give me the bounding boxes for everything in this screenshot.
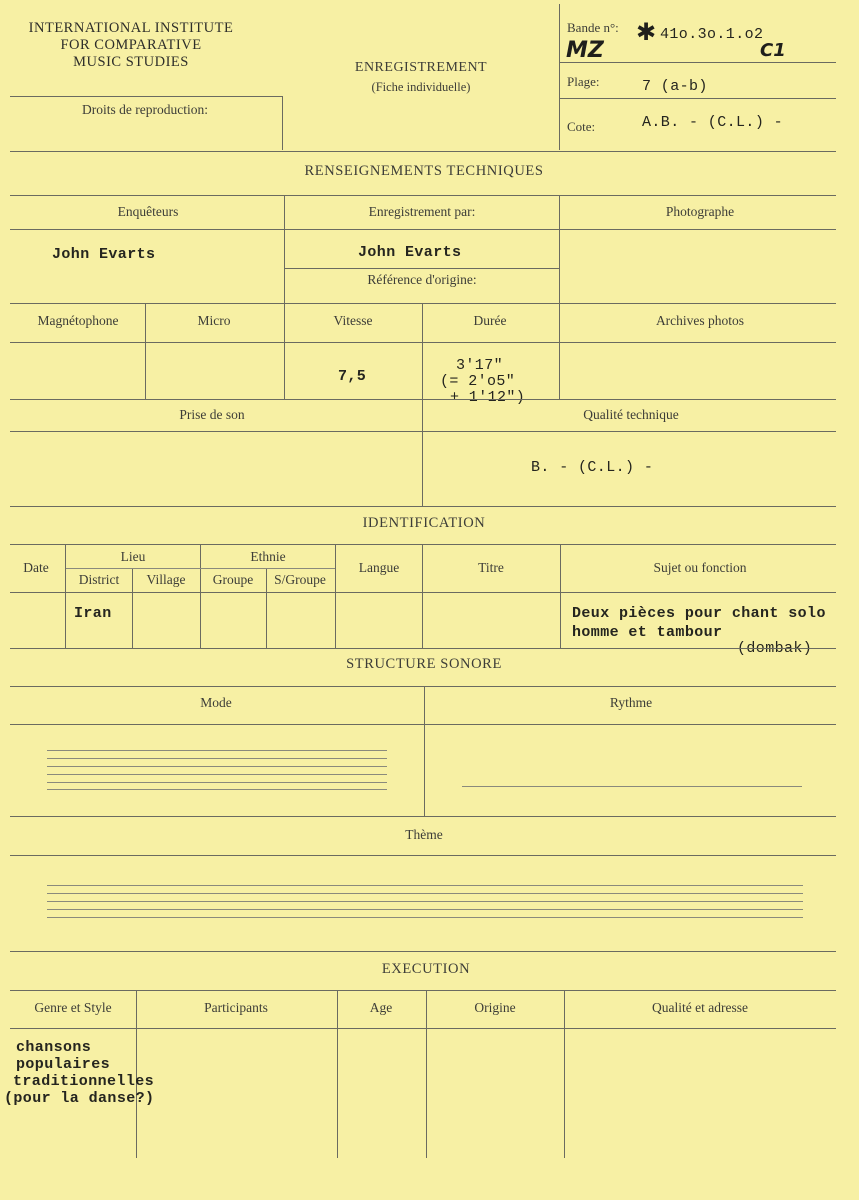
execution-section-title: EXECUTION	[381, 961, 471, 977]
header-right-divider	[559, 4, 560, 150]
rule-195	[10, 195, 836, 196]
sujet-line-3: (dombak)	[737, 640, 813, 657]
droits-right-line	[282, 96, 283, 150]
rule-648	[10, 648, 836, 649]
qualite-technique-value: B. - (C.L.) -	[531, 459, 654, 476]
asterisk-mark: ✱	[636, 18, 657, 46]
vitesse-label: Vitesse	[333, 313, 373, 328]
handwritten-mz: MZ	[566, 38, 604, 63]
rule-951	[10, 951, 836, 952]
institute-line-3: MUSIC STUDIES	[73, 54, 189, 70]
structure-section-title: STRUCTURE SONORE	[346, 656, 502, 672]
magnetophone-label: Magnétophone	[37, 313, 119, 328]
institute-line-1: INTERNATIONAL INSTITUTE	[28, 20, 234, 36]
droits-label: Droits de reproduction:	[82, 102, 208, 117]
mode-staff-line-4	[47, 774, 387, 775]
rule-342	[10, 342, 836, 343]
theme-staff-line-2	[47, 893, 803, 894]
village-label: Village	[146, 572, 186, 587]
vline-422b	[422, 544, 423, 648]
institute-line-2: FOR COMPARATIVE	[60, 37, 202, 53]
titre-label: Titre	[478, 560, 504, 575]
vline-132	[132, 568, 133, 648]
vline-335	[335, 544, 336, 648]
rythme-line	[462, 786, 802, 787]
genre-line-3: traditionnelles	[13, 1073, 155, 1090]
mode-staff-line-3	[47, 766, 387, 767]
vline-284b	[284, 303, 285, 399]
plage-value: 7 (a-b)	[642, 78, 708, 95]
cote-label: Cote:	[567, 119, 596, 134]
duree-label: Durée	[473, 313, 507, 328]
sgroupe-label: S/Groupe	[274, 572, 326, 587]
prise-label: Prise de son	[179, 407, 245, 422]
qualite-technique-label: Qualité technique	[583, 407, 679, 422]
mode-staff-line-2	[47, 758, 387, 759]
lieu-label: Lieu	[120, 549, 146, 564]
enregistrement-value: John Evarts	[358, 244, 462, 261]
mode-staff-line-5	[47, 782, 387, 783]
handwritten-c1: C1	[760, 40, 786, 61]
vline-564	[564, 990, 565, 1158]
age-label: Age	[369, 1000, 393, 1015]
rule-1028	[10, 1028, 836, 1029]
plage-underline	[560, 98, 836, 99]
mode-label: Mode	[200, 695, 232, 710]
cote-value: A.B. - (C.L.) -	[642, 114, 784, 131]
vline-65	[65, 544, 66, 648]
mode-staff-line-1	[47, 750, 387, 751]
genre-line-2: populaires	[16, 1056, 111, 1073]
archives-label: Archives photos	[655, 313, 745, 328]
bande-label: Bande n°:	[567, 20, 619, 35]
qualite-adresse-label: Qualité et adresse	[652, 1000, 748, 1015]
enregistrement-label: Enregistrement par:	[368, 204, 476, 219]
form-subtitle: (Fiche individuelle)	[371, 80, 471, 94]
reference-label: Référence d'origine:	[367, 272, 477, 287]
rule-816	[10, 816, 836, 817]
rule-724	[10, 724, 836, 725]
date-label: Date	[23, 560, 49, 575]
institute-name	[6, 20, 256, 71]
bande-value: 41o.3o.1.o2	[660, 26, 764, 43]
droits-top-line	[10, 96, 282, 97]
sujet-line-2: homme et tambour	[572, 624, 723, 641]
langue-label: Langue	[358, 560, 400, 575]
sujet-line-1: Deux pièces pour chant solo	[572, 605, 826, 622]
ethnie-label: Ethnie	[250, 549, 286, 564]
theme-staff-line-3	[47, 901, 803, 902]
rule-229	[10, 229, 836, 230]
vline-266	[266, 568, 267, 648]
vline-200	[200, 544, 201, 648]
genre-label: Genre et Style	[34, 1000, 112, 1015]
enqueteurs-label: Enquêteurs	[117, 204, 179, 219]
micro-label: Micro	[197, 313, 231, 328]
plage-label: Plage:	[567, 74, 600, 89]
rule-592	[10, 592, 836, 593]
vline-559b	[559, 303, 560, 399]
rule-151	[10, 151, 836, 152]
genre-line-1: chansons	[16, 1039, 92, 1056]
reference-line	[285, 268, 559, 269]
vline-145	[145, 303, 146, 399]
form-title: ENREGISTREMENT	[354, 60, 488, 75]
participants-label: Participants	[204, 1000, 268, 1015]
vline-560	[560, 544, 561, 648]
rule-431	[10, 431, 836, 432]
vline-426	[426, 990, 427, 1158]
technique-section-title: RENSEIGNEMENTS TECHNIQUES	[304, 163, 544, 179]
duree-line-1: 3'17"	[456, 357, 504, 374]
rule-506	[10, 506, 836, 507]
rule-399	[10, 399, 836, 400]
theme-staff-line-5	[47, 917, 803, 918]
duree-line-2: (= 2'o5"	[440, 373, 516, 390]
vline-422	[422, 303, 423, 506]
photographe-label: Photographe	[665, 204, 735, 219]
vline-559	[559, 195, 560, 303]
vline-337	[337, 990, 338, 1158]
duree-line-3: + 1'12")	[450, 389, 526, 406]
genre-line-4: (pour la danse?)	[4, 1090, 155, 1107]
origine-label: Origine	[474, 1000, 516, 1015]
mode-staff-line-6	[47, 789, 387, 790]
identification-section-title: IDENTIFICATION	[362, 515, 486, 531]
enqueteurs-value: John Evarts	[52, 246, 156, 263]
sujet-label: Sujet ou fonction	[653, 560, 747, 575]
district-value: Iran	[74, 605, 112, 622]
rule-544	[10, 544, 836, 545]
theme-label: Thème	[405, 827, 443, 842]
rythme-label: Rythme	[609, 695, 653, 710]
district-label: District	[78, 572, 120, 587]
theme-staff-line-4	[47, 909, 803, 910]
vitesse-value: 7,5	[338, 368, 367, 385]
vline-424	[424, 686, 425, 816]
bande-underline	[560, 62, 836, 63]
rule-855	[10, 855, 836, 856]
rule-303	[10, 303, 836, 304]
rule-686	[10, 686, 836, 687]
subheader-line	[66, 568, 335, 569]
groupe-label: Groupe	[212, 572, 254, 587]
vline-284	[284, 195, 285, 303]
theme-staff-line-1	[47, 885, 803, 886]
rule-990	[10, 990, 836, 991]
